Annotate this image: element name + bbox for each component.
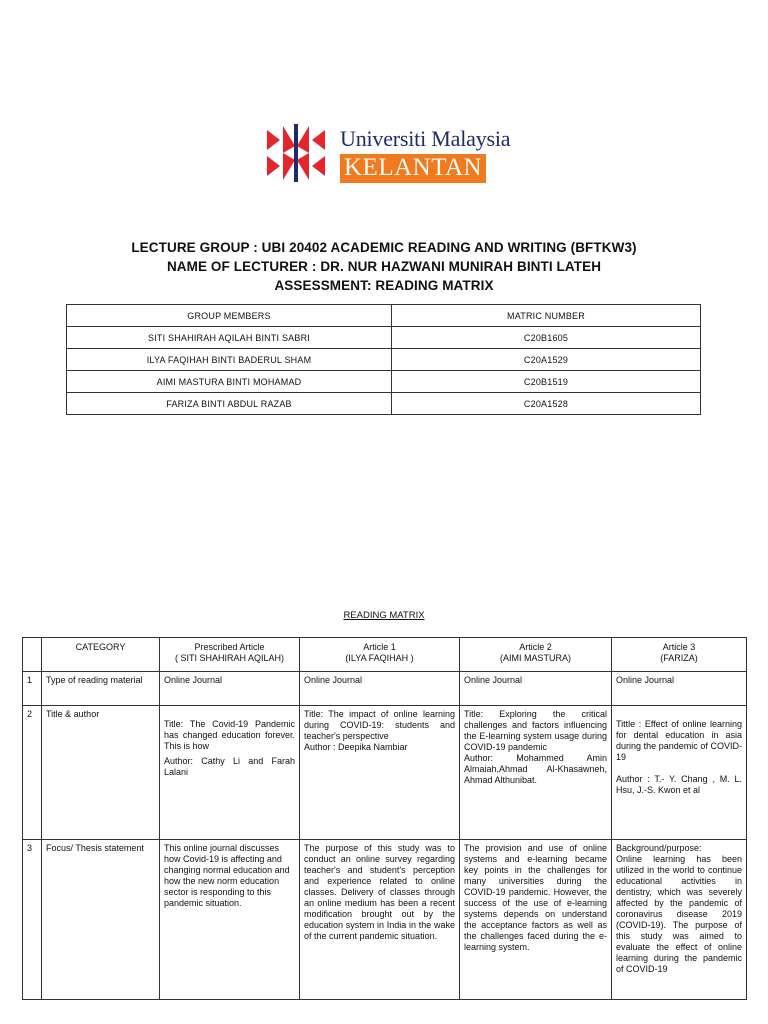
article3-cell (612, 840, 747, 1000)
article-author: Author: Mohammed Amin Almaiah,Ahmad Al-Khasawneh, Ahmad Althunibat. (464, 753, 607, 785)
article3-cell: Online Journal (612, 672, 747, 706)
row-number: 3 (23, 840, 42, 1000)
row-category: Title & author (42, 706, 160, 840)
matrix-row-type (23, 672, 747, 706)
header-title: Article 3 (662, 642, 696, 652)
header-title: Article 1 (363, 642, 396, 652)
logo-university-name: Universiti Malaysia (340, 126, 511, 151)
header-owner: ( SITI SHAHIRAH AQILAH) (174, 653, 285, 663)
member-name: ILYA FAQIHAH BINTI BADERUL SHAM (67, 349, 392, 371)
prescribed-cell: This online journal discusses how Covid-19 is affecting and changing normal education and how the new norm education sector is responding to this pandemic situation. (160, 840, 300, 1000)
article1-cell: The purpose of this study was to conduct an online survey regarding teacher's and student's perception and experience related to online classes. Delivery of classes through an online medium has been a recent modification brought out by the education system in India in the wake of the current pandemic situation. (300, 840, 460, 1000)
matric-number: C20A1528 (392, 393, 701, 415)
table-row (67, 349, 701, 371)
member-name: SITI SHAHIRAH AQILAH BINTI SABRI (67, 327, 392, 349)
header-title: Prescribed Article (194, 642, 265, 652)
row-number: 2 (23, 706, 42, 840)
header-owner: (ILYA FAQIHAH ) (345, 653, 414, 663)
article-author: Author : T.- Y. Chang , M. L. Hsu, J.-S. Kwon et al (616, 774, 742, 795)
row-category: Focus/ Thesis statement (42, 840, 160, 1000)
member-name: AIMI MASTURA BINTI MOHAMAD (67, 371, 392, 393)
prescribed-cell (160, 706, 300, 840)
lecturer-name-line: NAME OF LECTURER : DR. NUR HAZWANI MUNIRAH BINTI LATEH (166, 259, 602, 274)
header-title: Article 2 (519, 642, 552, 652)
article-title: Title: The impact of online learning during COVID-19: students and teacher's perspective (304, 709, 455, 741)
header-number (23, 638, 42, 672)
article2-cell: Online Journal (460, 672, 612, 706)
header-article-1 (300, 638, 460, 672)
article3-cell (612, 706, 747, 840)
member-name: FARIZA BINTI ABDUL RAZAB (67, 393, 392, 415)
table-header-row (67, 305, 701, 327)
reading-matrix-title: READING MATRIX (343, 610, 425, 621)
table-row (67, 371, 701, 393)
article-title: Tittle : Effect of online learning for dental education in asia during the pandemic of COVID-19 (616, 719, 742, 762)
header-category: CATEGORY (42, 638, 160, 672)
matrix-row-title-author (23, 706, 747, 840)
article-title: Title: Exploring the critical challenges and factors influencing the E-learning system usage during COVID-19 pandemic (464, 709, 607, 752)
article2-cell (460, 706, 612, 840)
umk-emblem-icon (265, 122, 327, 184)
header-article-2 (460, 638, 612, 672)
header-owner: (AIMI MASTURA) (500, 653, 571, 663)
prescribed-cell: Online Journal (160, 672, 300, 706)
row-number: 1 (23, 672, 42, 706)
matrix-header-row (23, 638, 747, 672)
article-focus: Online learning has been utilized in the world to continue educational activities in dentistry, which was severely affected by the pandemic of coronavirus disease 2019 (COVID-19). The purpose of this study was aimed to evaluate the effect of online learning during the pandemic of COVID-19 (616, 854, 742, 974)
background-label: Background/purpose: (616, 843, 702, 853)
article-title: Title: The Covid-19 Pandemic has changed education forever. This is how (164, 719, 295, 751)
row-category: Type of reading material (42, 672, 160, 706)
assessment-line: ASSESSMENT: READING MATRIX (274, 278, 494, 293)
table-row (67, 327, 701, 349)
university-logo (265, 122, 511, 184)
matric-number: C20B1605 (392, 327, 701, 349)
article1-cell (300, 706, 460, 840)
matric-number: C20A1529 (392, 349, 701, 371)
matric-number: C20B1519 (392, 371, 701, 393)
header-article-3 (612, 638, 747, 672)
reading-matrix-table (22, 637, 747, 1000)
article2-cell: The provision and use of online systems and e-learning became key points in the challenges for many universities during the COVID-19 pandemic. However, the success of the use of e-learning systems depends on understand the acceptance factors as well as the challenges faced during the e-learning system. (460, 840, 612, 1000)
header-group-members: GROUP MEMBERS (67, 305, 392, 327)
header-prescribed-article (160, 638, 300, 672)
matrix-row-focus (23, 840, 747, 1000)
lecture-group-line: LECTURE GROUP : UBI 20402 ACADEMIC READING AND WRITING (BFTKW3) (131, 240, 637, 255)
article-author: Author: Cathy Li and Farah Lalani (164, 756, 295, 777)
document-heading (0, 238, 768, 295)
article1-cell: Online Journal (300, 672, 460, 706)
logo-state-name: KELANTAN (340, 154, 486, 183)
header-owner: (FARIZA) (660, 653, 698, 663)
group-members-table (66, 304, 701, 415)
header-matric-number: MATRIC NUMBER (392, 305, 701, 327)
table-row (67, 393, 701, 415)
article-author: Author : Deepika Nambiar (304, 742, 408, 752)
